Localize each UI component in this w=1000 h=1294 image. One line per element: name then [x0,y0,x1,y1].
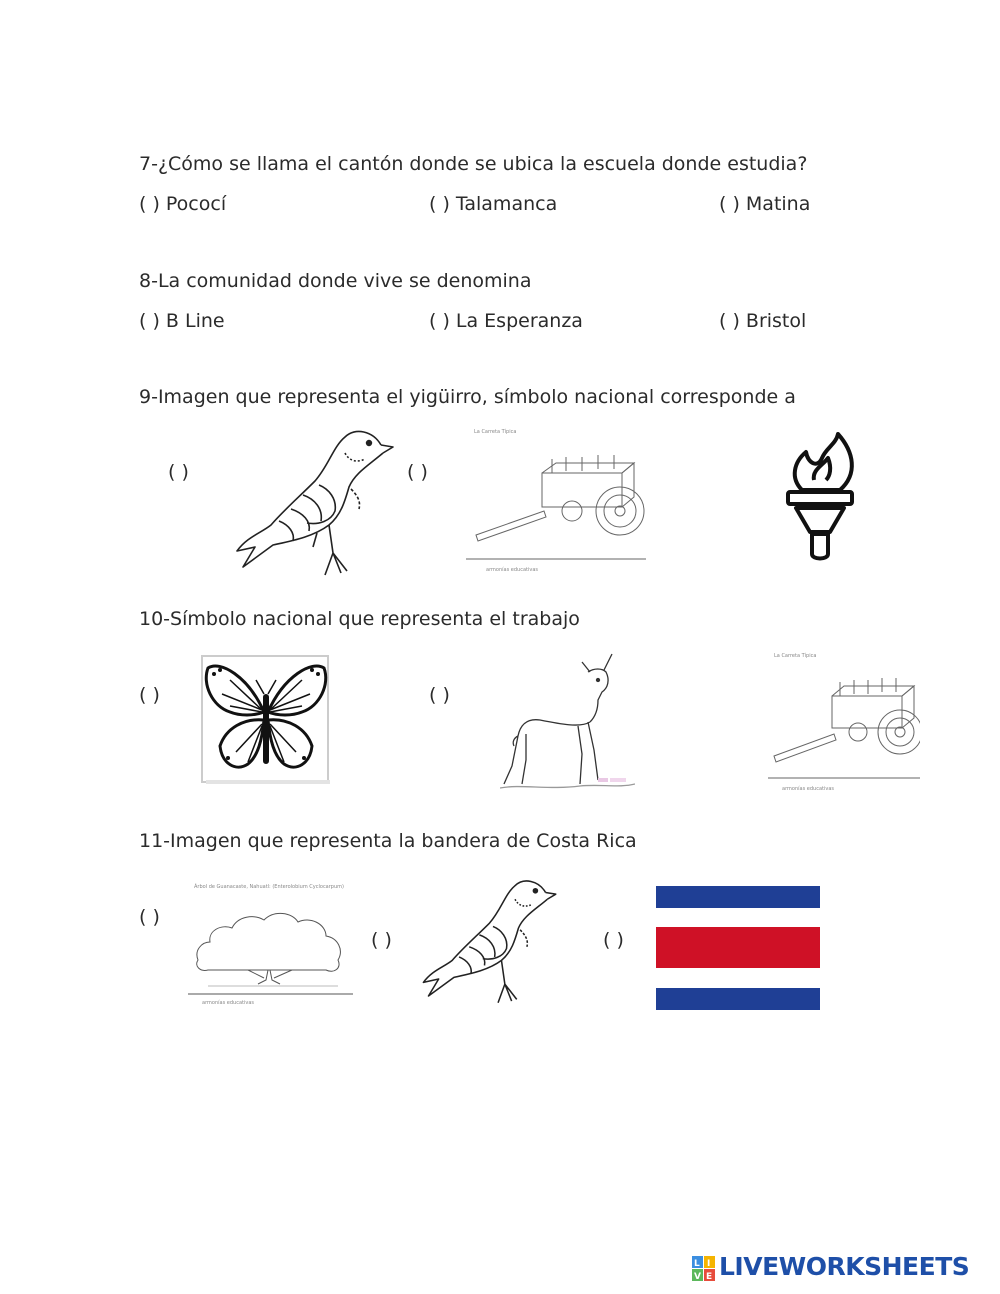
carreta-caption: La Carreta Típica [474,429,517,435]
question-9-text: 9-Imagen que representa el yigüirro, símbolo nacional corresponde a [139,386,796,408]
carreta-tipica-image [466,423,646,578]
question-10-text: 10-Símbolo nacional que representa el trabajo [139,608,580,630]
svg-text:E: E [706,1272,713,1282]
guanacaste-tree-image [188,880,353,1012]
q8-option-la-esperanza[interactable]: ( ) La Esperanza [429,310,583,332]
q11-answer-blank-tree[interactable]: ( ) [139,906,160,928]
q7-option-talamanca[interactable]: ( ) Talamanca [429,193,558,215]
q8-option-b-line[interactable]: ( ) B Line [139,310,225,332]
live-logo-icon [692,1256,716,1282]
carreta-caption: La Carreta Típica [774,653,817,659]
armonias-logo-text: armonías educativas [486,567,538,573]
costa-rica-flag-image [656,886,820,1010]
flag-white-stripe-bottom [656,968,820,988]
carreta-tipica-image-2 [768,648,920,798]
q8-option-bristol[interactable]: ( ) Bristol [719,310,807,332]
question-8-text: 8-La comunidad donde vive se denomina [139,270,532,292]
q11-answer-blank-flag[interactable]: ( ) [603,929,624,951]
q9-answer-blank-carreta[interactable]: ( ) [407,461,428,483]
flag-red-stripe [656,927,820,968]
q11-answer-blank-bird[interactable]: ( ) [371,929,392,951]
q7-option-matina[interactable]: ( ) Matina [719,193,811,215]
deer-image [500,650,635,792]
liveworksheets-logo [692,1252,992,1286]
flag-blue-stripe-bottom [656,988,820,1010]
flag-blue-stripe-top [656,886,820,908]
svg-text:V: V [694,1272,701,1282]
q10-answer-blank-butterfly[interactable]: ( ) [139,684,160,706]
q10-answer-blank-deer[interactable]: ( ) [429,684,450,706]
q9-answer-blank-bird[interactable]: ( ) [168,461,189,483]
tree-caption: Árbol de Guanacaste, Nahuatl: (Enterolobium Cyclocarpum) [194,884,344,890]
liveworksheets-text: LIVEWORKSHEETS [719,1252,970,1281]
armonias-logo-text: armonías educativas [202,1000,254,1006]
armonias-logo-text: armonías educativas [782,786,834,792]
antorcha-torch-image [778,428,863,578]
butterfly-image [200,654,332,786]
yiguirro-bird-image [233,425,398,577]
svg-text:I: I [707,1259,711,1269]
yiguirro-bird-image-2 [420,875,560,1005]
flag-white-stripe-top [656,908,820,927]
svg-text:L: L [694,1259,700,1269]
question-7-text: 7-¿Cómo se llama el cantón donde se ubica la escuela donde estudia? [139,153,808,175]
question-11-text: 11-Imagen que representa la bandera de Costa Rica [139,830,637,852]
q7-option-pococi[interactable]: ( ) Pococí [139,193,227,215]
